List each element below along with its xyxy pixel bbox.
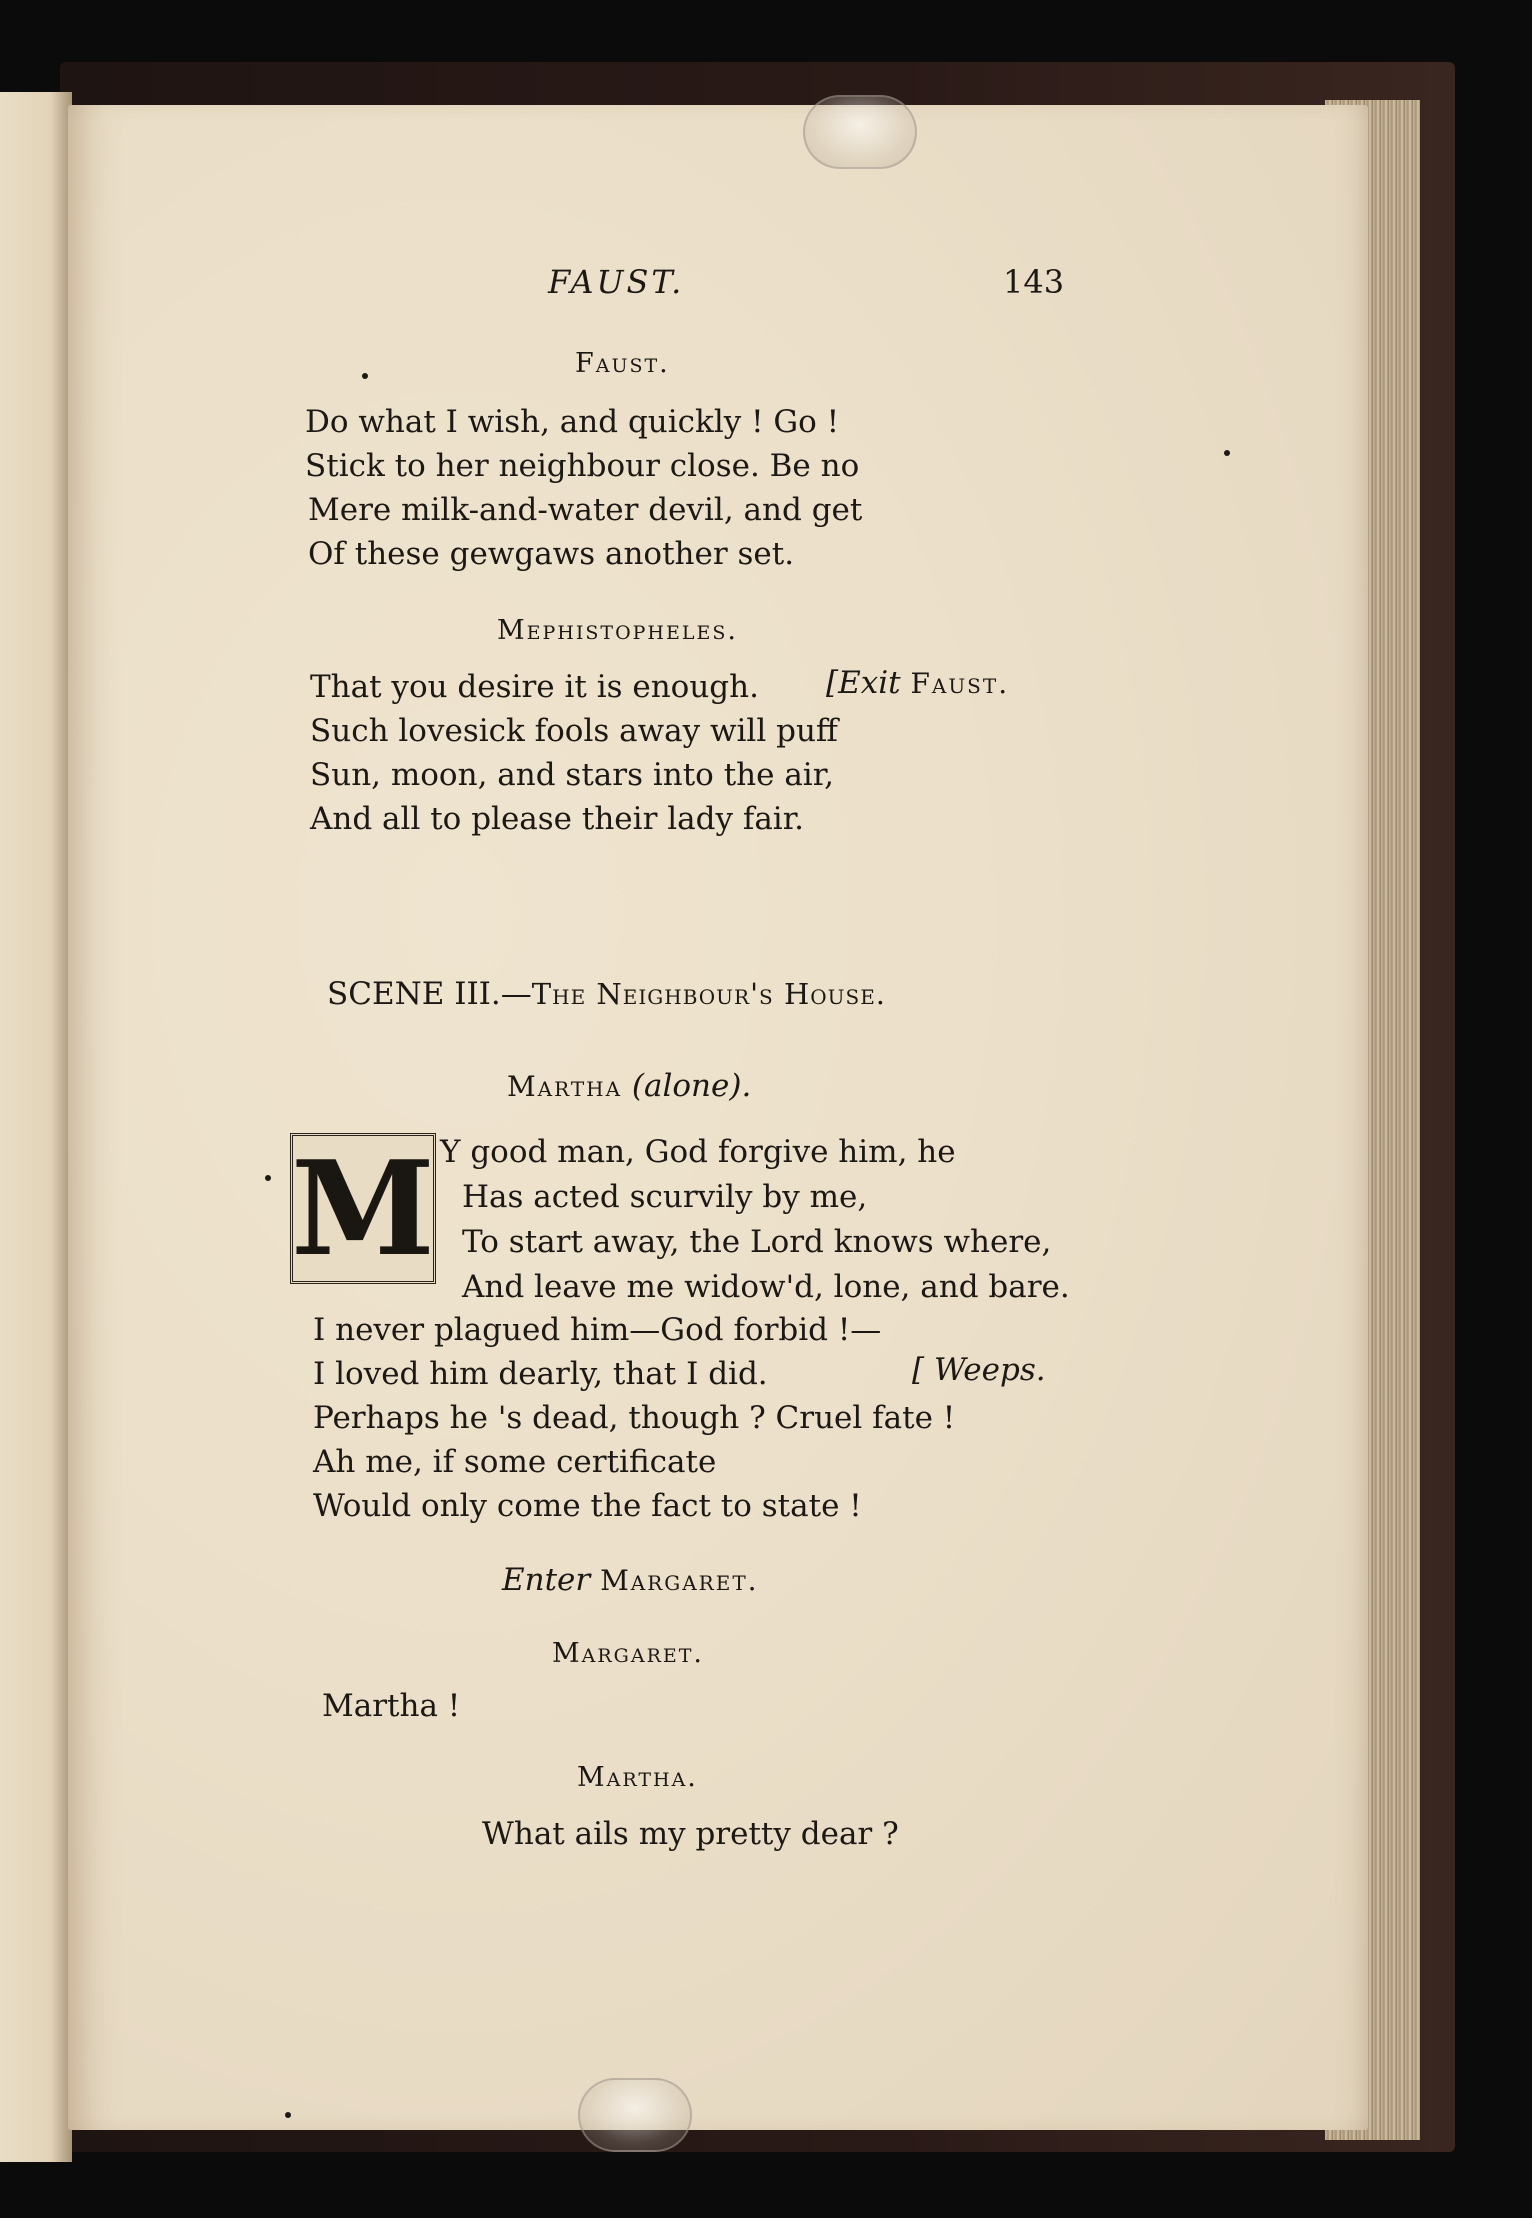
stage-direction-exit bbox=[826, 665, 1009, 701]
verse-line: To start away, the Lord knows where, bbox=[462, 1224, 1052, 1260]
speaker-martha-alone bbox=[507, 1068, 751, 1104]
scene-heading bbox=[327, 976, 886, 1012]
ink-speck bbox=[285, 2112, 291, 2118]
speaker-margaret: Margaret. bbox=[552, 1638, 705, 1669]
exit-italic: [Exit bbox=[826, 665, 901, 701]
speaker-direction: (alone). bbox=[631, 1068, 752, 1104]
verse-line: Sun, moon, and stars into the air, bbox=[310, 757, 834, 793]
verse-line: Martha ! bbox=[322, 1688, 461, 1724]
verse-line: I never plagued him—God forbid !— bbox=[313, 1312, 882, 1348]
page-number: 143 bbox=[1003, 263, 1065, 301]
verse-line: What ails my pretty dear ? bbox=[482, 1816, 899, 1852]
enter-italic: Enter bbox=[502, 1562, 591, 1598]
verse-line: And all to please their lady fair. bbox=[310, 801, 804, 837]
verse-line: Would only come the fact to state ! bbox=[313, 1488, 862, 1524]
ink-speck bbox=[265, 1175, 271, 1181]
speaker-mephistopheles: Mephistopheles. bbox=[497, 615, 738, 646]
verse-line: Such lovesick fools away will puff bbox=[310, 713, 838, 749]
decorative-dropcap: M bbox=[291, 1131, 435, 1285]
exit-name: Faust. bbox=[910, 667, 1010, 700]
page-clip-top bbox=[803, 95, 917, 169]
left-page-edge bbox=[0, 92, 72, 2162]
verse-line: And leave me widow'd, lone, and bare. bbox=[462, 1269, 1070, 1305]
scene-title: The Neighbour's House. bbox=[531, 977, 887, 1011]
speaker-martha: Martha. bbox=[577, 1762, 698, 1793]
page-clip-bottom bbox=[578, 2078, 692, 2152]
verse-line: I loved him dearly, that I did. bbox=[313, 1356, 768, 1392]
verse-line: Stick to her neighbour close. Be no bbox=[305, 448, 860, 484]
verse-line: Has acted scurvily by me, bbox=[462, 1179, 868, 1215]
verse-line: That you desire it is enough. bbox=[310, 669, 759, 705]
stage-direction-enter bbox=[502, 1562, 759, 1598]
verse-line: Mere milk-and-water devil, and get bbox=[308, 492, 863, 528]
speaker-faust: Faust. bbox=[575, 348, 670, 379]
ink-speck bbox=[1224, 450, 1230, 456]
verse-line: Of these gewgaws another set. bbox=[308, 536, 795, 572]
scene-number: SCENE III.— bbox=[327, 976, 532, 1012]
verse-line: Ah me, if some certificate bbox=[313, 1444, 717, 1480]
ink-speck bbox=[362, 373, 368, 379]
running-header-title: FAUST. bbox=[548, 263, 685, 301]
verse-line: Do what I wish, and quickly ! Go ! bbox=[305, 404, 840, 440]
stage-direction-weeps: [ Weeps. bbox=[912, 1352, 1046, 1388]
enter-name: Margaret. bbox=[600, 1564, 759, 1597]
verse-line: Y good man, God forgive him, he bbox=[440, 1134, 956, 1170]
speaker-name: Martha bbox=[507, 1070, 623, 1103]
verse-line: Perhaps he 's dead, though ? Cruel fate ! bbox=[313, 1400, 956, 1436]
